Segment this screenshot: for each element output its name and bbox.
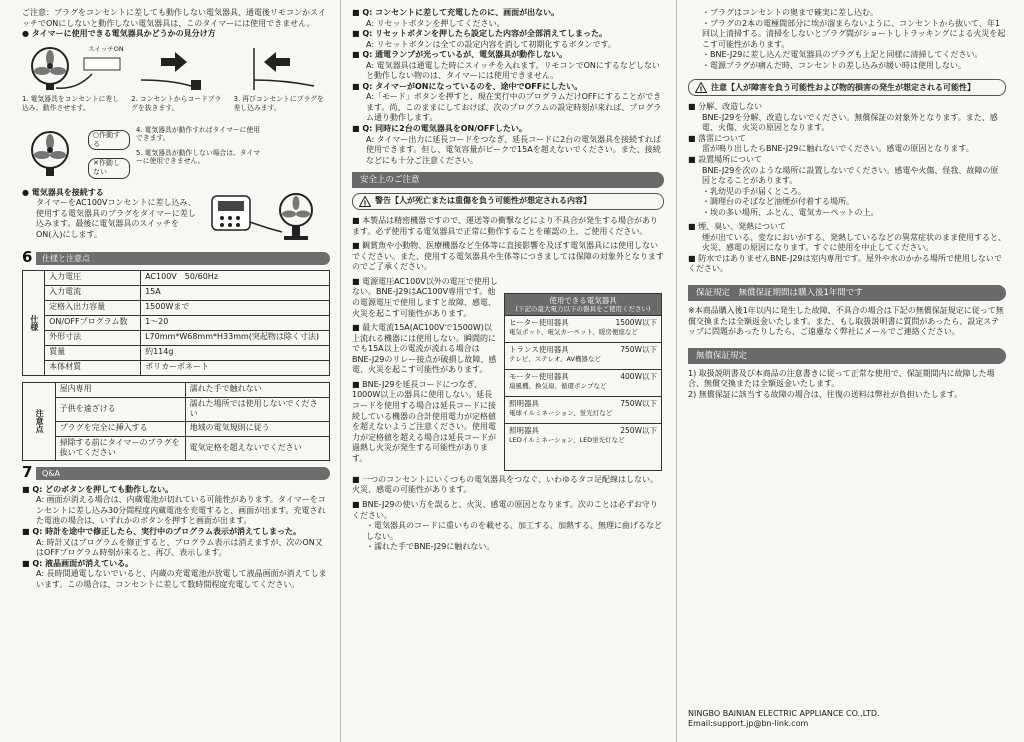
spec-value: L70mm*W68mm*H33mm(突起物は除く寸法) (141, 330, 330, 345)
warning-icon (359, 196, 371, 207)
device-row (505, 315, 661, 342)
device-watt: 750W以下 (620, 399, 657, 409)
warning-item: ■ 観賞魚や小動物、医療機器など生体等に直接影響を及ぼす電気器具には使用しないでください。また、使用する電気器具や生体等につきましては保障の対象外となりますのでご了承ください。 (352, 241, 664, 272)
spec-key: 定格入出力容量 (45, 300, 141, 315)
qa-question: ■ Q: コンセントに差して充電したのに、画面が出ない。 (352, 8, 560, 17)
tip-item: ・プラグの2本の電極間部分に埃が溜まらないように、コンセントから抜いて、年1回以上清掃する。清掃をしないとプラグ間がショートしトラッキングによる火災を起こす可能性があります。 (702, 18, 1006, 49)
device-watt: 250W以下 (620, 426, 657, 436)
notes-table (22, 382, 330, 461)
free-warranty-item: 1) 取扱説明書及び本商品の注意書きに従って正常な使用で、保証期間内に故障した場合、無償交換または全額返金いたします。 (688, 368, 995, 389)
qa-question: ■ Q: 通電ランプが光っているが、電気器具が動作しない。 (352, 50, 568, 60)
check-illustration-row-2 (22, 126, 330, 188)
result-captions (136, 126, 266, 188)
tip-item: ・プラグはコンセントの奥まで確実に差し込む。 (702, 8, 878, 17)
spec-table (22, 270, 330, 376)
note-right: 電気定格を超えないでください (185, 436, 329, 460)
caution-heading: ■ 防水ではありませんBNE-J29は室内専用です。屋外や水のかかる場所で使用しないでください。 (688, 253, 1002, 274)
svg-text:!: ! (699, 85, 703, 94)
spec-row (23, 300, 330, 315)
caption-3: 3. 再びコンセントにプラグを差し込みます。 (233, 95, 324, 112)
note-row (23, 436, 330, 460)
spec-row (23, 270, 330, 285)
caution-heading: ■ 煙、臭い、発熱について (688, 222, 786, 232)
warranty-header: 保証規定 無償保証期間は購入後1年間です (688, 285, 1006, 301)
step-1 (22, 44, 125, 122)
qa-answer: A: 画面が消える場合は、内蔵電池が切れている可能性があります。タイマーをコンセントに差し込み30分間程度内蔵電池を充電すると、画面が出ます。充電された電池の場合は、いずれかのボタンを押すと画面が出ます。 (36, 495, 326, 526)
free-warranty-item: 2) 無償保証に該当する故障の場合は、往復の送料は弊社が負担いたします。 (688, 389, 963, 399)
warning-subitem: ・電気器具のコードに重いものを載せる、加工する、加熱する、無理に曲げるなどしない。 (366, 521, 662, 541)
caution-heading: ■ 落雷について (688, 133, 746, 143)
step-3 (234, 44, 330, 122)
company-email[interactable]: Email:support.jp@bn-link.com (688, 719, 809, 729)
warning-item: ■ 本製品は精密機器ですので、運送等の衝撃などにより不具合が発生する場合があります。必ず使用する電気器具で正常に動作することを確認の上、ご使用ください。 (352, 216, 658, 236)
column-3 (688, 8, 1006, 732)
qa-answer: A: リセットボタンは全ての設定内容を消して初期化するボタンです。 (366, 39, 616, 49)
qa-list-1 (22, 485, 330, 590)
device-table (504, 293, 662, 471)
spec-section-header: 6 仕様と注意点 (22, 252, 330, 265)
warning-with-device-table (352, 277, 664, 471)
qa-answer: A:「モード」ボタンを押すと、現在実行中のプログラムだけOFFにすることができます。尚、このままにしておけば、次のプログラムの設定時刻が来れば、プログラム通り動作します。 (366, 92, 662, 123)
note-right: 濡れた場所では使用しないでください (185, 397, 329, 421)
caution-heading: ■ 分解、改造しない (688, 102, 763, 112)
replug-arrow-icon (234, 44, 330, 92)
connect-text: タイマーをAC100Vコンセントに差し込み、使用する電気器具のプラグをタイマーに差し込みます。最後に電気器具のスイッチをON(入)にします。 (36, 198, 196, 239)
note-row (23, 397, 330, 421)
device-watt: 750W以下 (620, 345, 657, 355)
device-name: 照明器具 (509, 399, 539, 409)
qa-answer: A: 電気器具は通電した時にスイッチを入れます。リモコンでONにするなどしないと動作しない物のは、タイマーには使用できません。 (366, 60, 660, 81)
warranty-text: ※本商品購入後1年以内に発生した故障、不具合の場合は下記の無償保証規定に従って無償交換または全額返金いたします。また、もし取扱説明書に質問があったら、設定ステップに問題があったりしたら、ご遠慮なく弊社にメールでご連絡ください。 (688, 306, 1004, 337)
device-examples: テレビ、ステレオ、AV機器など (509, 355, 601, 364)
column-1 (22, 8, 330, 732)
unplug-arrow-icon (131, 44, 227, 92)
warning-subitem: ・濡れた手でBNE-J29に触れない。 (366, 542, 495, 552)
qa-answer: A: 長時間通電しないでいると、内蔵の充電電池が放電して液晶画面が消えてしまいます。この場合は、コンセントに差して数時間程度充電してください。 (36, 569, 327, 589)
switch-on-label: スイッチON (88, 45, 124, 53)
spec-row (23, 285, 330, 300)
qa-section-header: 7 Q&A (22, 467, 330, 480)
spec-label: 仕様 (23, 270, 45, 375)
note-row (23, 382, 330, 397)
device-watt: 400W以下 (620, 372, 657, 382)
device-name: トランス使用器具 (509, 345, 569, 355)
spec-row (23, 360, 330, 375)
connect-title: ● 電気器具を接続する (22, 187, 104, 197)
caption-5: 5. 電気器具が動作しない場合は、タイマーに使用できません。 (136, 148, 261, 166)
connect-text-block (22, 188, 198, 246)
spec-key: 入力電圧 (45, 270, 141, 285)
fan-icon (22, 126, 82, 184)
device-examples: 扇風機、換気扇、循環ポンプなど (509, 382, 607, 391)
qa-question: ■ Q: 液晶画面が消えている。 (22, 558, 134, 568)
spec-key: 本体材質 (45, 360, 141, 375)
spec-key: 入力電流 (45, 285, 141, 300)
qa-question: ■ Q: どのボタンを押しても動作しない。 (22, 484, 174, 494)
warning-item: ■ 最大電流15A(AC100Vで1500W)以上流れる機器には使用しない。瞬間的にでも15A以上の電流が流れる場合はBNE-J29のリレー接点が破損し故障、感電、火災を起こす可能性があります。 (352, 323, 497, 375)
qa-answer: A: リセットボタンを押してください。 (366, 18, 505, 28)
check-title: ● タイマーに使用できる電気器具かどうかの見分け方 (22, 29, 216, 39)
caution-text: 雷が鳴り出したらBNE-J29に触れないでください。感電の原因となります。 (702, 144, 974, 154)
device-name: 照明器具 (509, 426, 539, 436)
note-row (23, 421, 330, 436)
device-row (505, 342, 661, 369)
fold-line (340, 0, 341, 742)
device-row (505, 396, 661, 423)
connect-block (22, 188, 330, 246)
qa-answer: A: 時計又はプログラムを修正すると、プログラム表示は消えますが、次のON又はOFFプログラム時刻が来ると、再び、表示します。 (36, 537, 323, 558)
device-examples: 電気ポット、電気カーペット、暖房便座など (509, 328, 638, 337)
qa-question: ■ Q: リセットボタンを押したら設定した内容が全部消えてしまった。 (352, 29, 608, 39)
caution-text: BNE-J29を分解、改造しないでください。無償保証の対象外となります。また、感電、火傷、火災の原因となります。 (702, 112, 998, 133)
caution-icon (695, 82, 707, 93)
device-table-header: 使用できる電気器具 (下記の最大電力以下の器具をご使用ください) (505, 294, 661, 316)
company-name: NINGBO BAINIAN ELECTRIC APPLIANCE CO.,LTD. (688, 708, 880, 718)
qa-question: ■ Q: 時計を途中で修正したら、実行中のプログラム表示が消えてしまった。 (22, 527, 302, 537)
free-warranty-header: 無償保証規定 (688, 348, 1006, 364)
note-right: 濡れた手で触れない (185, 382, 329, 397)
caution-text: BNE-J29を次のような場所に設置しないでください。感電や火傷、怪我、故障の原因となることがあります。 (702, 165, 999, 186)
company-footer (688, 709, 880, 730)
tip-item: ・電源プラグが痛んだ時、コンセントの差し込みが緩い時は使用しない。 (702, 60, 966, 70)
spec-value: AC100V 50/60Hz (141, 270, 330, 285)
spec-row (23, 330, 330, 345)
caption-4: 4. 電気器具が動作すればタイマーに使用できます。 (136, 125, 261, 143)
timer-with-fan-icon (204, 188, 324, 246)
spec-value: 1500Wまで (141, 300, 330, 315)
warning-item: ■ 電源電圧AC100V以外の電圧で使用しない。BNE-J29はAC100V専用です。他の電源電圧で使用しますと故障、感電、火災を起こす可能性があります。 (352, 276, 498, 318)
note-label: 注意点 (23, 382, 56, 460)
caution-subitem: ・埃の多い場所、ふとん、電気カーペットの上。 (702, 207, 879, 217)
qa-list-2 (352, 8, 664, 166)
device-name: モーター使用器具 (509, 372, 569, 382)
caution-text: 煙が出ている、変なにおいがする、発熱しているなどの異常症状のまま使用すると、火災、感電の原因になります。すぐに使用を中止してください。 (702, 232, 1006, 253)
spec-key: ON/OFFプログラム数 (45, 315, 141, 330)
column-2 (352, 8, 664, 732)
fold-line (676, 0, 677, 742)
device-name: ヒーター使用器具 (509, 318, 569, 328)
spec-value: 約114g (141, 345, 330, 360)
safety-header: 安全上のご注意 (352, 172, 664, 188)
spec-key: 外形寸法 (45, 330, 141, 345)
device-examples: LEDイルミネーション、LED蛍光灯など (509, 436, 625, 445)
spec-value: 15A (141, 285, 330, 300)
not-works-label: ✕作動しない (88, 158, 130, 178)
works-label: ○作動する (88, 130, 130, 150)
caption-2: 2. コンセントからコードプラグを抜きます。 (131, 95, 222, 112)
warning-box: ! 警告【人が死亡または重傷を負う可能性が想定される内容】 (352, 193, 664, 210)
spec-row (23, 315, 330, 330)
tip-item: ・BNE-J29に差し込んだ電気器具のプラグも上記と同様に清掃してください。 (702, 50, 983, 60)
device-row (505, 423, 661, 450)
spec-value: 1〜20 (141, 315, 330, 330)
caution-heading: ■ 設置場所について (688, 155, 762, 165)
device-watt: 1500W以下 (615, 318, 657, 328)
caution-subitem: ・調理台のそばなど油煙が付着する場所。 (702, 197, 854, 207)
warning-item: ■ BNE-J29を延長コードにつなぎ、1000W以上の器具に使用しない。延長コードを使用する場合は延長コードに接続している機器の合計使用電力が定格値を超えないようご注意ください。使用電力が定格値を超える場合は延長コードが過熱し火災が発生する可能性があります。 (352, 379, 496, 463)
caution-box: ! 注意【人が障害を負う可能性および物的損害の発生が想定される可能性】 (688, 79, 1006, 96)
check-illustration-row-1 (22, 44, 330, 122)
qa-question: ■ Q: タイマーがONになっているのを、途中でOFFにしたい。 (352, 81, 583, 91)
spec-key: 質量 (45, 345, 141, 360)
svg-text:!: ! (363, 199, 367, 208)
device-examples: 電球イルミネーション、蛍光灯など (509, 409, 613, 418)
result-labels (88, 126, 130, 188)
intro-note: ご注意：プラグをコンセントに差しても動作しない電気器具、通電後リモコンかスイッチでONにしないと動作しない電気器具は、このタイマーには使用できません。 (22, 8, 326, 28)
spec-value: ポリカーボネート (141, 360, 330, 375)
warning-left (352, 277, 498, 471)
note-right: 地域の電気規則に従う (185, 421, 329, 436)
caution-subitem: ・乳幼児の手が届くところ。 (702, 186, 806, 196)
device-row (505, 369, 661, 396)
note-left: 掃除する前にタイマーのプラグを抜いてください (55, 436, 185, 460)
note-left: 屋内専用 (55, 382, 185, 397)
warning-item: ■ BNE-J29の使い方を誤ると、火災、感電の原因となります。次のことは必ずお守りください。 (352, 500, 658, 520)
caption-1: 1. 電気器具をコンセントに差し込み、動作させます。 (22, 95, 120, 112)
spec-row (23, 345, 330, 360)
qa-question: ■ Q: 同時に2台の電気器具をON/OFFしたい。 (352, 124, 527, 134)
warning-item: ■ 一つのコンセントにいくつもの電気器具をつなぐ、いわゆるタコ足配線はしない。火災、感電の可能性があります。 (352, 474, 658, 495)
qa-answer: A: タイマー出力に延長コードをつなぎ、延長コードに2台の電気器具を接続すれば使用できます。但し、電気容量がピークで15Aを超えないでください。また、接続などにも十分ご注意ください。 (366, 134, 662, 165)
step-2 (131, 44, 227, 122)
note-left: 子供を遠ざける (55, 397, 185, 421)
note-left: プラグを完全に挿入する (55, 421, 185, 436)
